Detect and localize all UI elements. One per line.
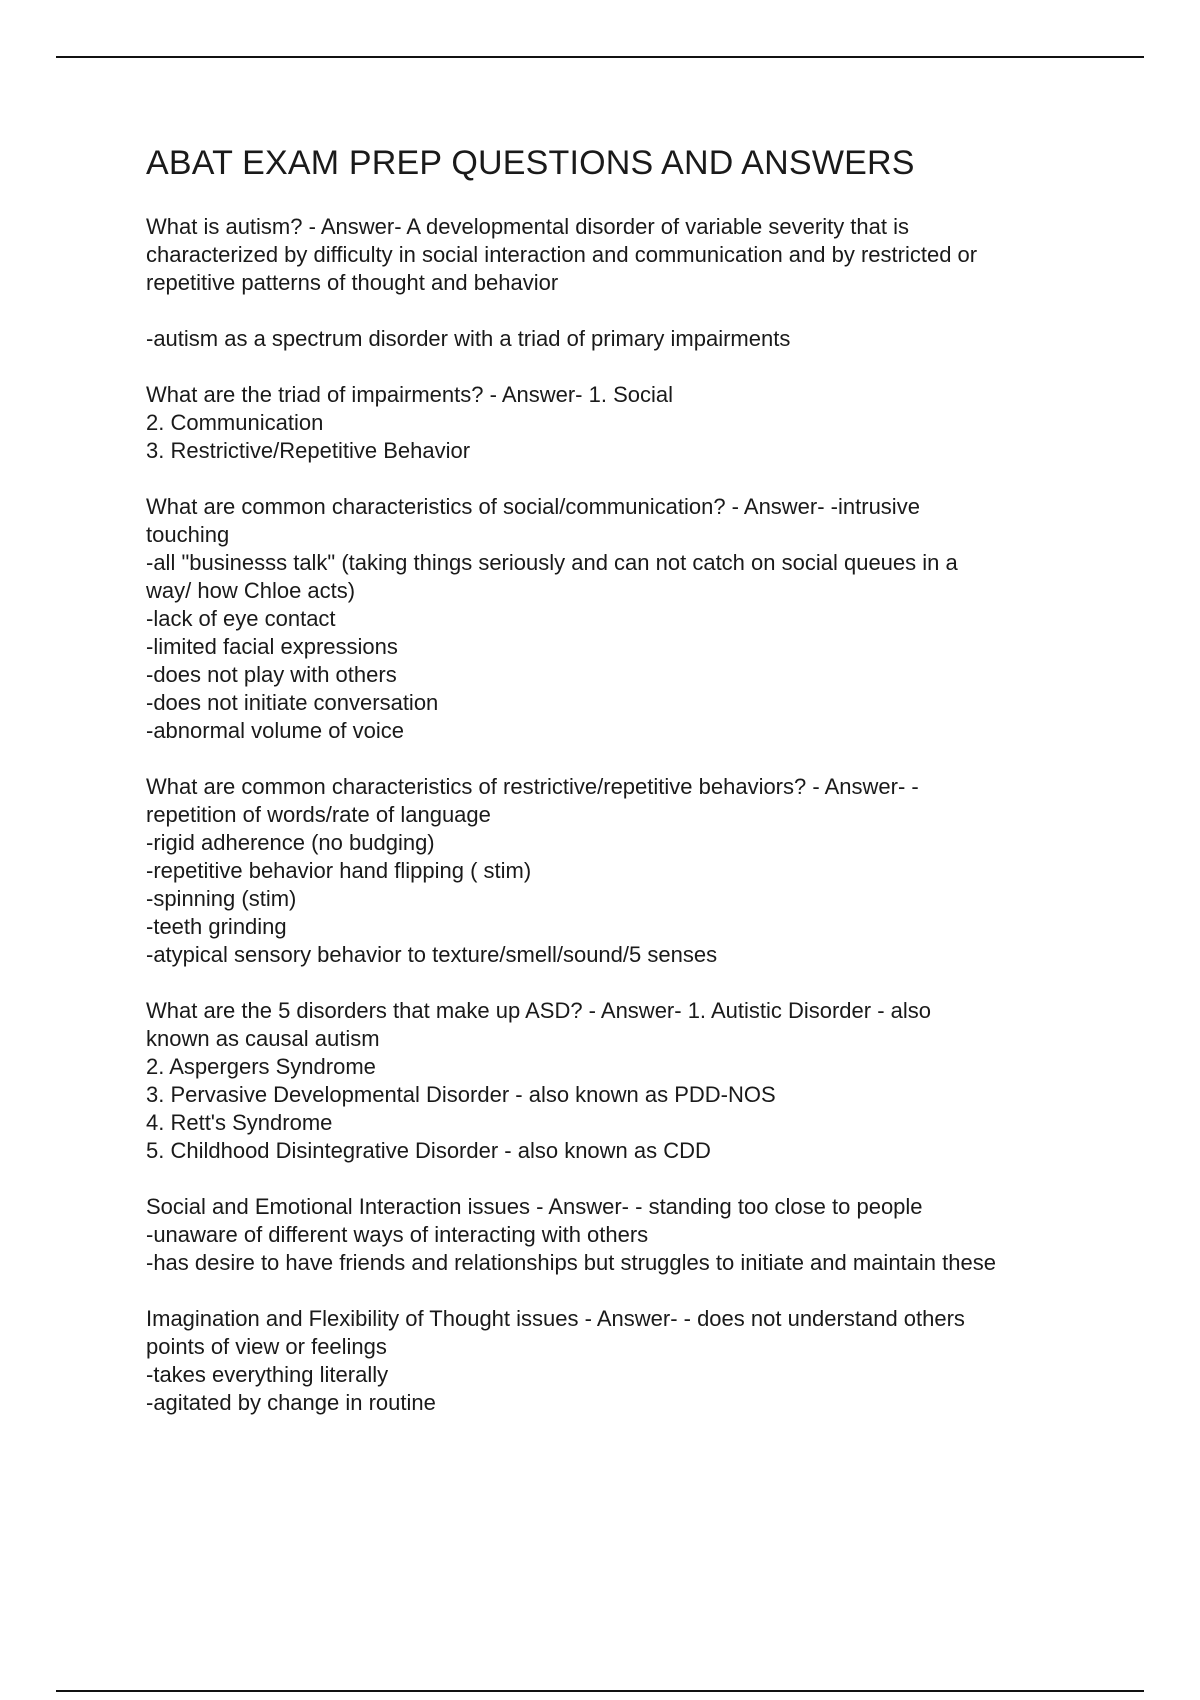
text-line: 3. Restrictive/Repetitive Behavior <box>146 438 471 463</box>
text-line: -abnormal volume of voice <box>146 718 405 743</box>
qa-block <box>146 773 1096 969</box>
text-line: 4. Rett's Syndrome <box>146 1110 333 1135</box>
qa-block <box>146 1193 1096 1277</box>
qa-block <box>146 381 1096 465</box>
text-line: 2. Aspergers Syndrome <box>146 1054 376 1079</box>
text-line: Imagination and Flexibility of Thought issues - Answer- - does not understand others <box>146 1306 965 1331</box>
text-line: 5. Childhood Disintegrative Disorder - also known as CDD <box>146 1138 711 1163</box>
qa-block <box>146 997 1096 1165</box>
text-line: -limited facial expressions <box>146 634 398 659</box>
qa-block <box>146 213 1096 297</box>
qa-block <box>146 493 1096 745</box>
text-line: -atypical sensory behavior to texture/smell/sound/5 senses <box>146 942 718 967</box>
text-line: repetition of words/rate of language <box>146 802 491 827</box>
text-line: repetitive patterns of thought and behavior <box>146 270 559 295</box>
qa-list <box>146 213 1096 1417</box>
text-line: points of view or feelings <box>146 1334 387 1359</box>
text-line: -does not play with others <box>146 662 397 687</box>
text-line: -takes everything literally <box>146 1362 389 1387</box>
text-line: way/ how Chloe acts) <box>146 578 356 603</box>
text-line: -does not initiate conversation <box>146 690 439 715</box>
text-line: What are common characteristics of social/communication? - Answer- -intrusive <box>146 494 920 519</box>
text-line: 3. Pervasive Developmental Disorder - also known as PDD-NOS <box>146 1082 776 1107</box>
text-line: -agitated by change in routine <box>146 1390 436 1415</box>
text-line: -teeth grinding <box>146 914 287 939</box>
qa-block <box>146 1305 1096 1417</box>
bottom-rule <box>56 1690 1144 1692</box>
qa-block <box>146 325 1096 353</box>
text-line: 2. Communication <box>146 410 324 435</box>
text-line: -repetitive behavior hand flipping ( stim) <box>146 858 532 883</box>
text-line: touching <box>146 522 230 547</box>
text-line: -has desire to have friends and relationships but struggles to initiate and maintain these <box>146 1250 996 1275</box>
text-line: What are the 5 disorders that make up ASD? - Answer- 1. Autistic Disorder - also <box>146 998 932 1023</box>
text-line: Social and Emotional Interaction issues - Answer- - standing too close to people <box>146 1194 923 1219</box>
text-line: -rigid adherence (no budging) <box>146 830 435 855</box>
text-line: What are the triad of impairments? - Answer- 1. Social <box>146 382 673 407</box>
text-line: What are common characteristics of restrictive/repetitive behaviors? - Answer- - <box>146 774 919 799</box>
text-line: -lack of eye contact <box>146 606 336 631</box>
text-line: known as causal autism <box>146 1026 380 1051</box>
text-line: -unaware of different ways of interacting with others <box>146 1222 649 1247</box>
text-line: What is autism? - Answer- A developmental disorder of variable severity that is <box>146 214 910 239</box>
text-line: characterized by difficulty in social interaction and communication and by restricted or <box>146 242 978 267</box>
page-title: ABAT EXAM PREP QUESTIONS AND ANSWERS <box>146 144 915 182</box>
top-rule <box>56 56 1144 58</box>
text-line: -autism as a spectrum disorder with a triad of primary impairments <box>146 326 791 351</box>
text-line: -spinning (stim) <box>146 886 297 911</box>
document-body <box>146 143 1096 1445</box>
text-line: -all "businesss talk" (taking things seriously and can not catch on social queues in a <box>146 550 958 575</box>
